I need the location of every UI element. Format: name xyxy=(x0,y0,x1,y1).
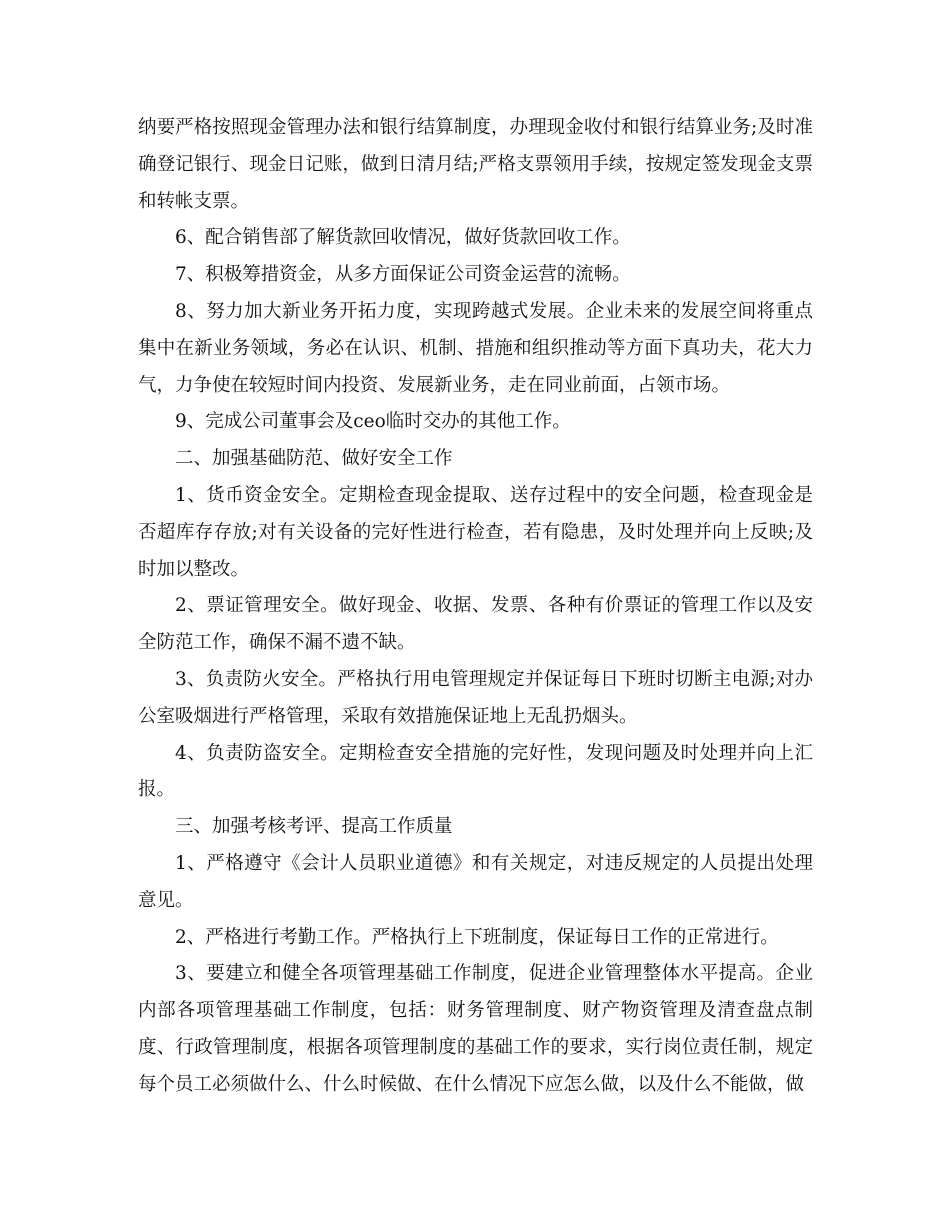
section-heading-2: 二、加强基础防范、做好安全工作 xyxy=(175,448,453,470)
paragraph-security-4: 4、负责防盗安全。定期检查安全措施的完好性，发现问题及时处理并向上汇报。 xyxy=(138,742,813,801)
paragraph-item-8: 8、努力加大新业务开拓力度，实现跨越式发展。企业未来的发展空间将重点集中在新业务领域，务必在认识、机制、措施和组织推动等方面下真功夫，花大力气，力争使在较短时间内投资、发展新业务，走在同业前面，占领市场。 xyxy=(138,300,813,396)
section-heading-3: 三、加强考核考评、提高工作质量 xyxy=(175,816,453,838)
paragraph-quality-2: 2、严格进行考勤工作。严格执行上下班制度，保证每日工作的正常进行。 xyxy=(175,926,779,948)
paragraph-item-7: 7、积极筹措资金，从多方面保证公司资金运营的流畅。 xyxy=(175,264,631,286)
paragraph-quality-3: 3、要建立和健全各项管理基础工作制度，促进企业管理整体水平提高。企业内部各项管理基础工作制度，包括：财务管理制度、财产物资管理及清查盘点制度、行政管理制度，根据各项管理制度的基础工作的要求，实行岗位责任制，规定每个员工必须做什么、什么时候做、在什么情况下应怎么做，以及什么不能做，做 xyxy=(138,963,813,1095)
paragraph-item-9: 9、完成公司董事会及ceo临时交办的其他工作。 xyxy=(175,411,571,433)
paragraph-quality-1: 1、严格遵守《会计人员职业道德》和有关规定，对违反规定的人员提出处理意见。 xyxy=(138,852,813,911)
document-body xyxy=(138,110,813,1104)
paragraph-security-2: 2、票证管理安全。做好现金、收据、发票、各种有价票证的管理工作以及安全防范工作，确保不漏不遗不缺。 xyxy=(138,595,813,654)
paragraph-item-6: 6、配合销售部了解货款回收情况，做好货款回收工作。 xyxy=(175,227,631,249)
paragraph-continuation: 纳要严格按照现金管理办法和银行结算制度，办理现金收付和银行结算业务;及时准确登记银行、现金日记账，做到日清月结;严格支票领用手续，按规定签发现金支票和转帐支票。 xyxy=(138,117,813,212)
paragraph-security-3: 3、负责防火安全。严格执行用电管理规定并保证每日下班时切断主电源;对办公室吸烟进行严格管理，采取有效措施保证地上无乱扔烟头。 xyxy=(138,668,813,727)
paragraph-security-1: 1、货币资金安全。定期检查现金提取、送存过程中的安全问题，检查现金是否超库存存放;对有关设备的完好性进行检查，若有隐患，及时处理并向上反映;及时加以整改。 xyxy=(138,484,813,580)
